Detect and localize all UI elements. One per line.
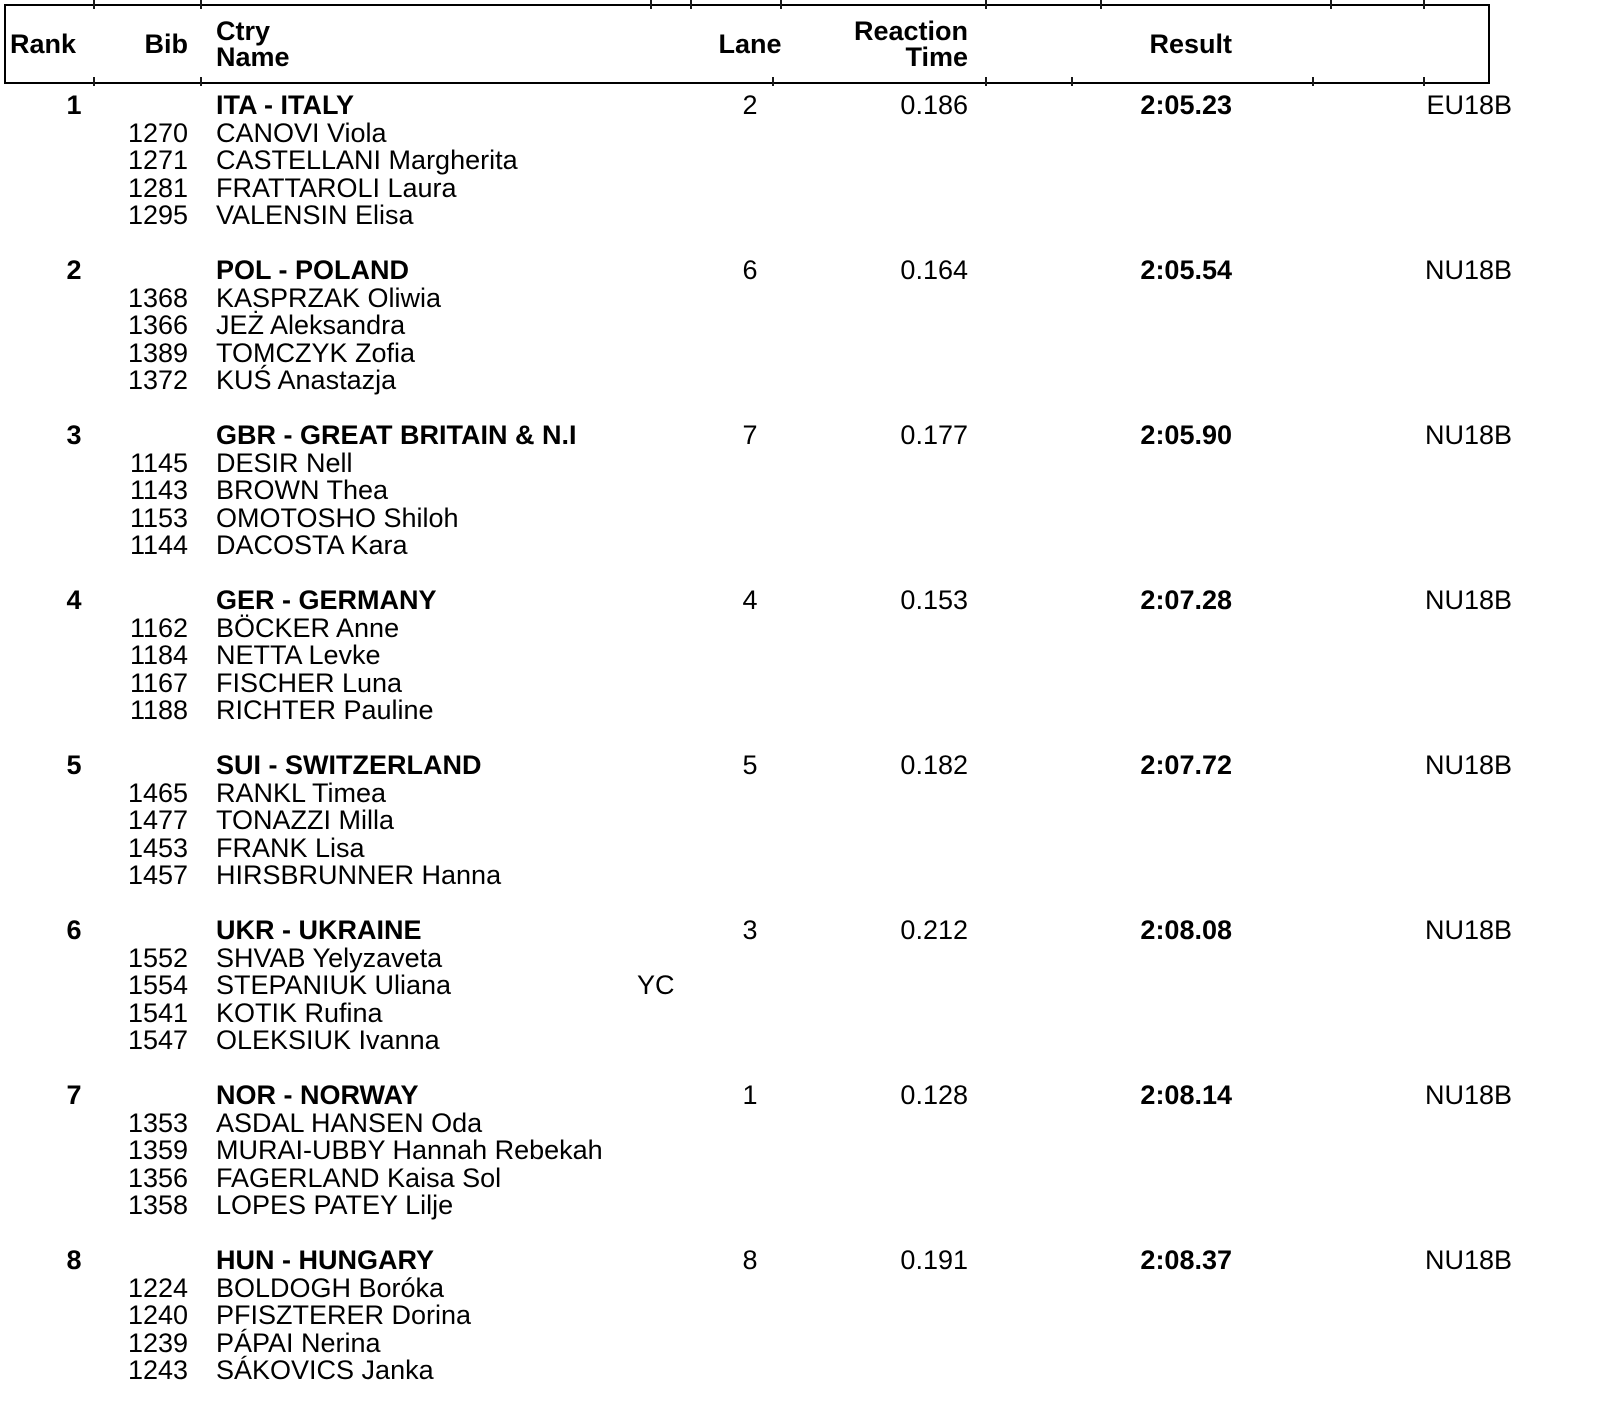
athlete-line [0,612,1600,643]
athlete-line [0,477,1600,505]
reaction-time-value: 0.128 [900,1080,968,1110]
bib-number: 1547 [128,1025,189,1055]
bib-number: 1372 [128,365,189,395]
team-name: GBR - GREAT BRITAIN & N.I [216,420,577,450]
athlete-name-cell [216,832,700,863]
yellow-card-note [637,202,700,230]
athlete-name-cell [216,642,700,670]
athlete-name-cell [216,1192,700,1220]
athlete-line [0,1027,1600,1055]
athlete-line [0,1162,1600,1193]
result-row [0,422,1600,560]
athlete-name: HIRSBRUNNER Hanna [216,860,502,890]
athlete-name: TOMCZYK Zofia [216,337,416,368]
yellow-card-note [637,312,700,340]
athlete-name-cell [216,367,700,395]
athlete-name-cell [216,862,700,890]
athlete-line [0,117,1600,148]
athlete-name-cell [216,667,700,698]
athlete-name-cell [216,1327,700,1358]
athlete-name: MURAI-UBBY Hannah Rebekah [216,1135,603,1165]
athlete-name-cell [216,1137,700,1165]
yellow-card-note [637,1165,700,1193]
result-row [0,752,1600,890]
header-result: Result [1149,29,1232,59]
athlete-line [0,862,1600,890]
header-reaction-line: Reaction [853,16,968,46]
athlete-line [0,502,1600,533]
lane-value: 7 [742,420,758,450]
record-code: NU18B [1424,255,1512,285]
athlete-name-cell [216,1357,700,1385]
result-value: 2:07.28 [1140,585,1232,615]
bib-number: 1240 [128,1300,189,1330]
result-row [0,1082,1600,1220]
bib-number: 1162 [129,612,188,643]
team-name: SUI - SWITZERLAND [216,750,482,780]
result-value: 2:08.37 [1140,1245,1232,1275]
record-code: EU18B [1426,90,1512,120]
reaction-time-value: 0.153 [900,585,968,615]
team-name: HUN - HUNGARY [216,1245,434,1275]
rank-value: 3 [66,420,82,450]
athlete-name: SHVAB Yelyzaveta [216,942,443,973]
team-line [0,92,1600,120]
athlete-line [0,337,1600,368]
athlete-name-cell [216,312,700,340]
athlete-line [0,972,1600,1000]
yellow-card-note [637,780,700,808]
rank-value: 1 [66,90,82,120]
result-row [0,92,1600,230]
header-time-line: Time [905,42,968,72]
record-code: NU18B [1424,1080,1512,1110]
athlete-name-cell [216,1302,700,1330]
record-code: NU18B [1424,1245,1512,1275]
reaction-time-value: 0.164 [900,255,968,285]
athlete-line [0,942,1600,973]
bib-number: 1224 [128,1272,189,1303]
header-lane: Lane [718,29,782,59]
lane-value: 4 [742,585,758,615]
yellow-card-note [637,532,700,560]
athlete-line [0,282,1600,313]
yellow-card-note [637,367,700,395]
header-reaction-time [800,18,968,70]
athlete-name: NETTA Levke [216,640,381,670]
bib-number: 1353 [128,1107,189,1138]
bib-number: 1271 [128,145,189,175]
bib-number: 1167 [129,667,188,698]
rank-value: 7 [66,1080,82,1110]
athlete-name-cell [216,697,700,725]
athlete-name-cell [216,172,700,203]
bib-number: 1153 [129,502,188,533]
athlete-name-cell [216,612,700,643]
athlete-line [0,447,1600,478]
bib-number: 1552 [128,942,189,973]
athlete-name-cell [216,282,700,313]
athlete-name-cell [216,202,700,230]
athlete-name: DACOSTA Kara [216,530,408,560]
athlete-name: PFISZTERER Dorina [216,1300,472,1330]
athlete-name: BÖCKER Anne [216,612,400,643]
result-row [0,1247,1600,1385]
yellow-card-note [637,505,700,533]
result-row [0,917,1600,1055]
result-value: 2:08.08 [1140,915,1232,945]
team-line [0,1082,1600,1110]
athlete-line [0,1272,1600,1303]
athlete-line [0,202,1600,230]
result-value: 2:05.23 [1140,90,1232,120]
athlete-name: KOTIK Rufina [216,997,383,1028]
athlete-line [0,642,1600,670]
team-line [0,257,1600,285]
result-value: 2:05.54 [1140,255,1232,285]
yellow-card-note [637,1137,700,1165]
bib-number: 1457 [128,860,189,890]
athlete-name: DESIR Nell [216,447,353,478]
team-line [0,1247,1600,1275]
bib-number: 1465 [128,777,189,808]
athlete-name-cell [216,942,700,973]
team-name: ITA - ITALY [216,90,354,120]
yellow-card-note [637,1192,700,1220]
team-name: UKR - UKRAINE [216,915,422,945]
lane-value: 2 [742,90,758,120]
result-value: 2:07.72 [1140,750,1232,780]
athlete-name: RICHTER Pauline [216,695,434,725]
athlete-line [0,312,1600,340]
athlete-name: FRATTAROLI Laura [216,172,457,203]
athlete-name: SÁKOVICS Janka [216,1355,434,1385]
team-line [0,752,1600,780]
yellow-card-note [637,285,700,313]
athlete-line [0,1137,1600,1165]
bib-number: 1239 [128,1327,189,1358]
bib-number: 1358 [128,1190,189,1220]
athlete-name: KUŚ Anastazja [216,365,397,395]
yellow-card-note [637,1357,700,1385]
record-code: NU18B [1424,585,1512,615]
bib-number: 1295 [128,200,189,230]
reaction-time-value: 0.177 [900,420,968,450]
lane-value: 3 [742,915,758,945]
athlete-name: VALENSIN Elisa [216,200,414,230]
yellow-card-note [637,175,700,203]
athlete-line [0,997,1600,1028]
results-rows [0,92,1600,1412]
lane-value: 1 [742,1080,758,1110]
yellow-card-note [637,120,700,148]
bib-number: 1368 [128,282,189,313]
bib-number: 1243 [128,1355,189,1385]
bib-number: 1144 [129,530,188,560]
athlete-name: CANOVI Viola [216,117,387,148]
bib-number: 1281 [128,172,189,203]
bib-number: 1477 [128,805,189,835]
athlete-line [0,1107,1600,1138]
yellow-card-note [637,945,700,973]
athlete-name-cell [216,502,700,533]
athlete-name-cell [216,147,700,175]
yellow-card-note [637,862,700,890]
athlete-name-cell [216,117,700,148]
bib-number: 1184 [129,640,188,670]
result-value: 2:05.90 [1140,420,1232,450]
lane-value: 6 [742,255,758,285]
rank-value: 5 [66,750,82,780]
yellow-card-note [637,477,700,505]
yellow-card-note [637,835,700,863]
yellow-card-note [637,450,700,478]
athlete-name-cell [216,807,700,835]
record-code: NU18B [1424,750,1512,780]
reaction-time-value: 0.191 [900,1245,968,1275]
athlete-line [0,832,1600,863]
athlete-name: KASPRZAK Oliwia [216,282,442,313]
team-name: POL - POLAND [216,255,410,285]
yellow-card-note [637,1000,700,1028]
header-bib: Bib [144,29,188,59]
record-code: NU18B [1424,915,1512,945]
athlete-name: BROWN Thea [216,475,389,505]
athlete-line [0,172,1600,203]
yellow-card-note [637,1275,700,1303]
rank-value: 4 [66,585,82,615]
athlete-line [0,1327,1600,1358]
header-ctry-line: Ctry [216,16,271,46]
athlete-name: FISCHER Luna [216,667,403,698]
yellow-card-note [637,1110,700,1138]
athlete-line [0,697,1600,725]
athlete-line [0,147,1600,175]
team-line [0,422,1600,450]
team-line [0,587,1600,615]
bib-number: 1389 [128,337,189,368]
bib-number: 1541 [128,997,189,1028]
athlete-name-cell [216,997,700,1028]
reaction-time-value: 0.182 [900,750,968,780]
athlete-name: FRANK Lisa [216,832,365,863]
athlete-line [0,807,1600,835]
athlete-name-cell [216,532,700,560]
athlete-name-cell [216,337,700,368]
yellow-card-note [637,1302,700,1330]
bib-number: 1366 [128,310,189,340]
athlete-name-cell [216,1272,700,1303]
athlete-line [0,367,1600,395]
bib-number: 1143 [129,475,188,505]
athlete-name: JEŻ Aleksandra [216,310,406,340]
bib-number: 1188 [129,695,188,725]
lane-value: 5 [742,750,758,780]
team-name: GER - GERMANY [216,585,437,615]
lane-value: 8 [742,1245,758,1275]
team-line [0,917,1600,945]
header-ctry-name [216,18,700,70]
reaction-time-value: 0.212 [900,915,968,945]
athlete-name-cell [216,1027,700,1055]
athlete-name-cell [216,477,700,505]
bib-number: 1359 [128,1135,189,1165]
yellow-card-note [637,147,700,175]
athlete-name: CASTELLANI Margherita [216,145,518,175]
athlete-name: OMOTOSHO Shiloh [216,502,459,533]
yellow-card-note [637,340,700,368]
bib-number: 1145 [129,447,188,478]
athlete-line [0,1357,1600,1385]
yellow-card-note [637,697,700,725]
athlete-name: ASDAL HANSEN Oda [216,1107,483,1138]
rank-value: 6 [66,915,82,945]
athlete-line [0,532,1600,560]
athlete-line [0,1302,1600,1330]
bib-number: 1453 [128,832,189,863]
athlete-name: LOPES PATEY Lilje [216,1190,454,1220]
athlete-name-cell [216,972,700,1000]
athlete-name-cell [216,447,700,478]
yellow-card-note: YC [637,970,675,1000]
yellow-card-note [637,807,700,835]
result-row [0,257,1600,395]
athlete-name-cell [216,777,700,808]
yellow-card-note [637,1027,700,1055]
athlete-name: TONAZZI Milla [216,805,395,835]
yellow-card-note [637,615,700,643]
athlete-name: OLEKSIUK Ivanna [216,1025,440,1055]
result-row [0,587,1600,725]
record-code: NU18B [1424,420,1512,450]
athlete-name: BOLDOGH Boróka [216,1272,445,1303]
athlete-name-cell [216,1107,700,1138]
athlete-name: FAGERLAND Kaisa Sol [216,1162,502,1193]
athlete-line [0,667,1600,698]
athlete-name: STEPANIUK Uliana [216,970,452,1000]
header-rank: Rank [10,29,77,59]
athlete-name: PÁPAI Nerina [216,1327,381,1358]
team-name: NOR - NORWAY [216,1080,419,1110]
result-value: 2:08.14 [1140,1080,1232,1110]
bib-number: 1270 [128,117,189,148]
header-name-line: Name [216,42,290,72]
yellow-card-note [637,642,700,670]
athlete-name-cell [216,1162,700,1193]
yellow-card-note [637,670,700,698]
athlete-line [0,777,1600,808]
rank-value: 2 [66,255,82,285]
athlete-name: RANKL Timea [216,777,387,808]
yellow-card-note [637,1330,700,1358]
reaction-time-value: 0.186 [900,90,968,120]
table-header-row [0,4,1600,84]
athlete-line [0,1192,1600,1220]
rank-value: 8 [66,1245,82,1275]
bib-number: 1554 [128,970,189,1000]
bib-number: 1356 [128,1162,189,1193]
